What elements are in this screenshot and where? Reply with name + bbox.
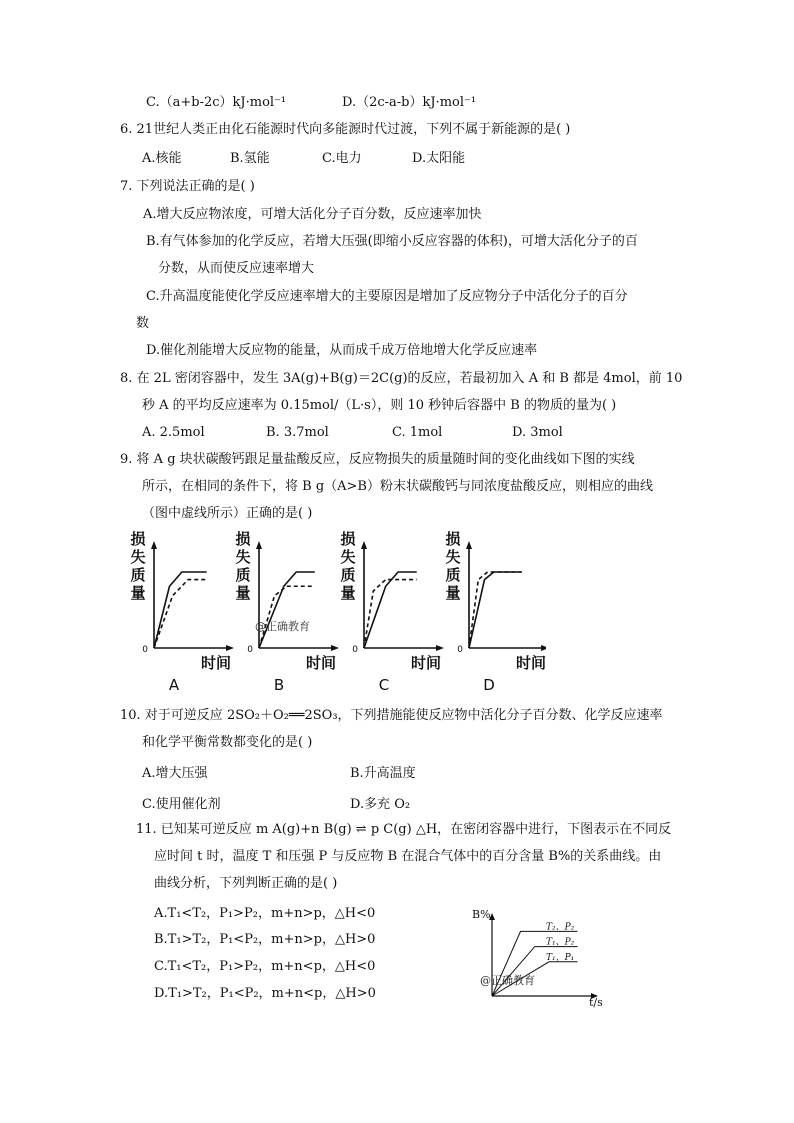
q11-stem-line2: 应时间 t 时，温度 T 和压强 P 与反应物 B 在混合气体中的百分含量 B%的关系曲线。由 — [154, 849, 662, 864]
q9-x-arrow — [331, 645, 339, 651]
q8-option-b: B. 3.7mol — [266, 425, 329, 440]
q9-chart-figure — [126, 528, 546, 696]
q9-x-arrow — [226, 645, 234, 651]
q11-stem-line3: 曲线分析，下列判断正确的是( ) — [154, 876, 338, 891]
q5-option-d: D.（2c-a-b）kJ·mol⁻¹ — [342, 95, 477, 110]
q9-series-solid — [469, 572, 522, 648]
q11-option-d: D.T₁>T₂，P₁<P₂，m+n<p，△H>0 — [154, 986, 376, 1001]
q9-series-dashed — [364, 580, 417, 648]
q6-option-d: D.太阳能 — [412, 151, 466, 166]
q9-x-arrow — [541, 645, 546, 651]
q7-option-b-line2: 分数，从而使反应速率增大 — [158, 261, 315, 276]
q9-series-dashed — [259, 586, 315, 648]
q11-y-axis-label: B% — [472, 908, 491, 921]
q9-origin-label: 0 — [352, 645, 358, 655]
q9-panel-b — [235, 530, 339, 694]
q9-x-arrow — [436, 645, 444, 651]
q9-y-axis-label: 损失质量 — [130, 530, 146, 602]
q10-option-d: D.多充 O₂ — [350, 797, 411, 812]
q9-x-axis-label: 时间 — [410, 654, 442, 672]
q9-y-axis-label: 损失质量 — [445, 530, 461, 602]
q11-series-label: T₁、P₂ — [546, 937, 575, 948]
q11-chart-svg — [470, 906, 610, 1008]
q9-origin-label: 0 — [457, 645, 463, 655]
q9-origin-label: 0 — [142, 645, 148, 655]
q9-stem-line2: 所示，在相同的条件下，将 B g（A>B）粉末状碳酸钙与同浓度盐酸反应，则相应的曲线 — [142, 479, 653, 494]
q9-y-arrow — [151, 541, 157, 549]
q6-stem: 6. 21世纪人类正由化石能源时代向多能源时代过渡，下列不属于新能源的是( ) — [120, 122, 571, 137]
q11-option-a: A.T₁<T₂，P₁>P₂，m+n>p，△H<0 — [154, 906, 376, 921]
q11-x-axis-label: t/s — [589, 996, 603, 1008]
q10-option-c: C.使用催化剂 — [142, 797, 221, 812]
q11-chart-figure — [470, 906, 610, 1008]
q9-panel-caption: D — [483, 676, 495, 694]
q11-series-label: T₂、P₂ — [546, 922, 575, 933]
q9-y-arrow — [466, 541, 472, 549]
q9-watermark: @正确教育 — [255, 620, 310, 633]
q9-y-arrow — [256, 541, 262, 549]
q9-x-axis-label: 时间 — [515, 654, 546, 672]
q9-y-axis-label: 损失质量 — [340, 530, 356, 602]
q9-stem-line3: （图中虚线所示）正确的是( ) — [142, 506, 313, 521]
q10-stem-line1: 10. 对于可逆反应 2SO₂＋O₂══2SO₃，下列措施能使反应物中活化分子百分数、化学反应速率 — [120, 708, 663, 723]
q7-stem: 7. 下列说法正确的是( ) — [120, 179, 255, 194]
q11-series-label: T₁、P₁ — [546, 952, 575, 963]
q5-option-c: C.（a+b-2c）kJ·mol⁻¹ — [146, 95, 287, 110]
q9-panel-a — [130, 530, 234, 694]
q9-series-solid — [364, 572, 417, 648]
q9-x-axis-label: 时间 — [200, 654, 232, 672]
q11-option-c: C.T₁<T₂，P₁>P₂，m+n<p，△H<0 — [154, 959, 376, 974]
q7-option-c-line1: C.升高温度能使化学反应速率增大的主要原因是增加了反应物分子中活化分子的百分 — [146, 289, 628, 304]
q9-y-axis-label: 损失质量 — [235, 530, 251, 602]
q8-option-c: C. 1mol — [392, 425, 443, 440]
q9-panel-caption: A — [168, 676, 180, 694]
q6-option-b: B.氢能 — [230, 151, 270, 166]
q9-panel-d — [445, 530, 546, 694]
q11-stem-line1: 11. 已知某可逆反应 m A(g)+n B(g) ⇌ p C(g) △H，在密闭容器中进行，下图表示在不同反 — [136, 822, 672, 837]
q6-option-c: C.电力 — [322, 151, 362, 166]
q10-stem-line2: 和化学平衡常数都变化的是( ) — [142, 735, 313, 750]
q9-origin-label: 0 — [247, 645, 253, 655]
q8-option-d: D. 3mol — [512, 425, 563, 440]
q8-stem-line1: 8. 在 2L 密闭容器中，发生 3A(g)+B(g)＝2C(g)的反应，若最初加入 A 和 B 都是 4mol，前 10 — [120, 371, 683, 386]
q7-option-d: D.催化剂能增大反应物的能量，从而成千成万倍地增大化学反应速率 — [146, 343, 538, 358]
q7-option-b-line1: B.有气体参加的化学反应，若增大压强(即缩小反应容器的体积)，可增大活化分子的百 — [146, 234, 638, 249]
q9-x-axis-label: 时间 — [305, 654, 337, 672]
q10-option-a: A.增大压强 — [142, 766, 208, 781]
q7-option-a: A.增大反应物浓度，可增大活化分子百分数，反应速率加快 — [143, 207, 482, 222]
q11-option-b: B.T₁>T₂，P₁<P₂，m+n>p，△H>0 — [154, 932, 376, 947]
q10-option-b: B.升高温度 — [350, 766, 416, 781]
q6-option-a: A.核能 — [142, 151, 182, 166]
q8-stem-line2: 秒 A 的平均反应速率为 0.15mol/（L·s），则 10 秒钟后容器中 B 的物质的量为( ) — [142, 398, 617, 413]
q9-chart-svg — [126, 528, 546, 696]
q9-series-solid — [259, 572, 315, 648]
q11-watermark: @正确教育 — [480, 974, 535, 987]
q9-y-arrow — [361, 541, 367, 549]
q9-stem-line1: 9. 将 A g 块状碳酸钙跟足量盐酸反应，反应物损失的质量随时间的变化曲线如下图的实线 — [120, 452, 635, 467]
q8-option-a: A. 2.5mol — [142, 425, 205, 440]
q9-panel-caption: C — [378, 676, 390, 694]
q9-panel-c — [340, 530, 444, 694]
q9-series-solid — [154, 572, 207, 648]
q7-option-c-line2: 数 — [136, 316, 150, 331]
q9-panel-caption: B — [273, 676, 285, 694]
